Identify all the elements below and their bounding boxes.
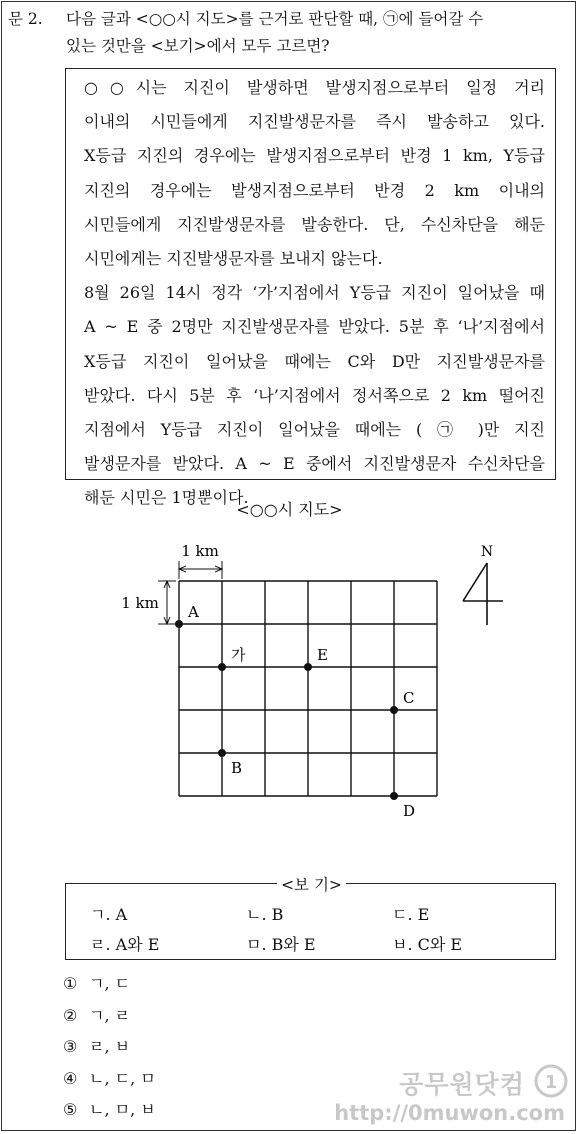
watermark-url: http://0muwon.com [334, 1101, 565, 1125]
bogi-item: ㄱ. A [90, 905, 128, 924]
answer-choices [63, 971, 156, 1129]
answer-choice-2[interactable] [63, 1003, 156, 1035]
choice-text: ㄱ, ㄹ [89, 1005, 131, 1025]
watermark-logo-icon [533, 1063, 569, 1099]
passage-line: 시민들에게 지진발생문자를 발송한다. 단, 수신차단을 해둔 [84, 214, 545, 234]
choice-number: ① [63, 974, 78, 993]
choice-text: ㄴ, ㄷ, ㅁ [89, 1068, 156, 1088]
map-point [175, 620, 183, 628]
bogi-item: ㅁ. B와 E [246, 935, 316, 954]
passage-line: 시민에게는 지진발생문자를 보내지 않는다. [84, 249, 383, 269]
map-point [390, 792, 398, 800]
passage-line: 지진의 경우에는 발생지점으로부터 반경 2 km 이내의 [84, 180, 545, 200]
answer-choice-5[interactable] [63, 1097, 156, 1129]
passage-line: ○○시는 지진이 발생하면 발생지점으로부터 일정 거리 [84, 78, 545, 97]
watermark-name: 공무원닷컴 [399, 1070, 525, 1099]
bogi-item: ㄹ. A와 E [90, 935, 160, 954]
passage-line: A ~ E 중 2명만 지진발생문자를 받았다. 5분 후 ‘나’지점에서 [84, 317, 545, 337]
watermark [334, 1063, 569, 1129]
choice-number: ③ [63, 1037, 78, 1056]
map-point-label: D [403, 802, 416, 820]
question-number: 문 2. [8, 10, 43, 28]
map-point-label: 가 [231, 646, 246, 664]
answer-choice-4[interactable] [63, 1066, 156, 1098]
choice-number: ② [63, 1005, 78, 1025]
question-line: 있는 것만을 <보기>에서 모두 고르면? [66, 37, 330, 55]
bogi-item: ㅂ. C와 E [392, 935, 463, 954]
map-point-label: C [403, 689, 415, 707]
map-point [218, 663, 226, 671]
passage-line: X등급 지진의 경우에는 발생지점으로부터 반경 1 km, Y등급 [84, 146, 545, 166]
choice-number: ④ [63, 1068, 78, 1088]
choice-text: ㄴ, ㅁ, ㅂ [89, 1100, 156, 1119]
bogi-item: ㄴ. B [246, 905, 284, 924]
passage-paragraph-1 [84, 71, 545, 276]
map-points [175, 603, 415, 820]
passage-line: 이내의 시민들에게 지진발생문자를 즉시 발송하고 있다. [84, 112, 545, 132]
map-grid [179, 581, 437, 796]
bogi-title-text: <보 기> [277, 876, 346, 894]
passage-line: 해둔 시민은 1명뿐이다. [84, 488, 249, 508]
map-title: <○○시 지도> [236, 500, 343, 519]
passage-box [65, 68, 556, 508]
passage-line: 지점에서 Y등급 지진이 일어났을 때에는 ( ㉠ )만 지진 [84, 420, 545, 440]
passage-line: X등급 지진이 일어났을 때에는 C와 D만 지진발생문자를 [84, 351, 545, 371]
bogi-title [66, 873, 557, 895]
map-point-label: B [231, 759, 243, 777]
answer-choice-1[interactable] [63, 971, 156, 1003]
map-diagram [0, 535, 579, 855]
north-arrow-icon [463, 563, 503, 625]
choice-number: ⑤ [63, 1100, 78, 1119]
map-point [304, 663, 312, 671]
passage-line: 받았다. 다시 5분 후 ‘나’지점에서 정서쪽으로 2 km 떨어진 [84, 385, 545, 405]
bogi-box [65, 876, 556, 960]
passage-line: 발생문자를 받았다. A ~ E 중에서 지진발생문자 수신차단을 [84, 454, 545, 474]
city-map [0, 535, 579, 855]
north-label: N [480, 544, 494, 560]
scale-x-label: 1 km [181, 542, 219, 560]
passage-paragraph-2 [84, 276, 545, 515]
question-text [66, 6, 572, 60]
map-point [218, 749, 226, 757]
map-point-label: E [317, 646, 328, 664]
map-point-label: A [188, 603, 199, 621]
scale-y-label: 1 km [121, 594, 159, 612]
choice-text: ㄱ, ㄷ [89, 974, 131, 993]
map-point [390, 706, 398, 714]
question-line: 다음 글과 <○○시 지도>를 근거로 판단할 때, ㉠에 들어갈 수 [66, 10, 484, 28]
answer-choice-3[interactable] [63, 1034, 156, 1066]
choice-text: ㄹ, ㅂ [89, 1037, 131, 1056]
bogi-item: ㄷ. E [392, 905, 430, 924]
svg-text:1: 1 [544, 1072, 558, 1093]
passage-line: 8월 26일 14시 정각 ‘가’지점에서 Y등급 지진이 일어났을 때 [84, 283, 545, 303]
